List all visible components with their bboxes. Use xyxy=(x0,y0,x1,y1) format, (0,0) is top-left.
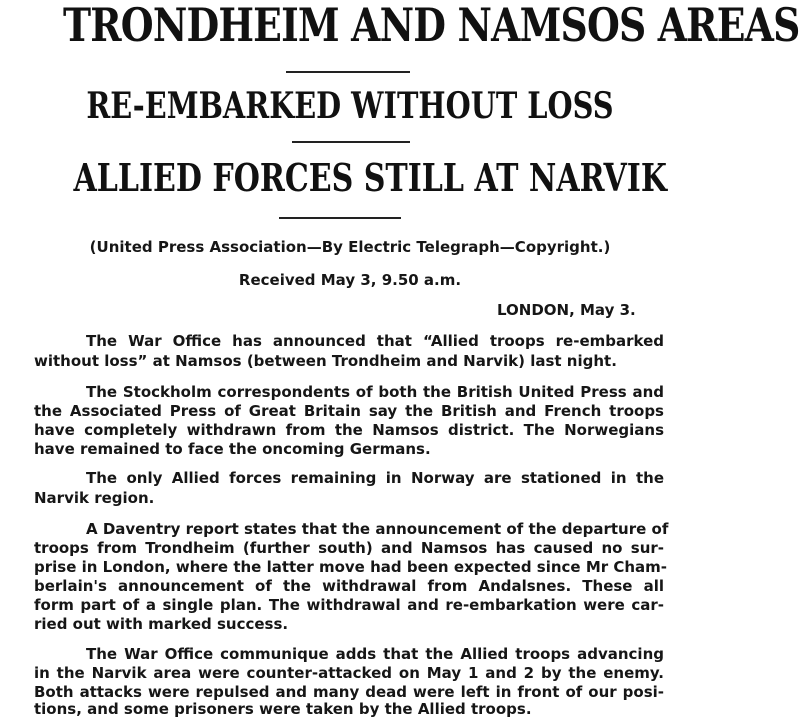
paragraph-3-line-1: The only Allied forces remaining in Norway are stationed in the xyxy=(86,469,664,487)
paragraph-1-line-2: without loss” at Namsos (between Trondheim and Narvik) last night. xyxy=(34,352,617,370)
paragraph-2-line-3: have completely withdrawn from the Namsos district. The Norwegians xyxy=(34,421,664,439)
paragraph-5-line-3: Both attacks were repulsed and many dead were left in front of our posi- xyxy=(34,683,664,701)
paragraph-4-line-5: form part of a single plan. The withdrawal and re-embarkation were car- xyxy=(34,596,664,614)
headline-rule xyxy=(279,217,401,219)
paragraph-5-line-1: The War Office communique adds that the Allied troops advancing xyxy=(86,645,664,663)
paragraph-5-line-2: in the Narvik area were counter-attacked on May 1 and 2 by the enemy. xyxy=(34,664,664,682)
paragraph-4-line-1: A Daventry report states that the announcement of the departure of xyxy=(86,520,669,538)
headline-secondary: RE-EMBARKED WITHOUT LOSS xyxy=(86,85,614,127)
headline-tertiary: ALLIED FORCES STILL AT NARVIK xyxy=(73,155,667,200)
paragraph-2-line-2: the Associated Press of Great Britain say the British and French troops xyxy=(34,402,664,420)
paragraph-2-line-1: The Stockholm correspondents of both the British United Press and xyxy=(86,383,664,401)
paragraph-4-line-3: prise in London, where the latter move had been expected since Mr Cham- xyxy=(34,558,668,576)
paragraph-4-line-2: troops from Trondheim (further south) and Namsos has caused no sur- xyxy=(34,539,664,557)
paragraph-1-line-1: The War Office has announced that “Allied troops re-embarked xyxy=(86,332,664,350)
paragraph-3-line-2: Narvik region. xyxy=(34,489,155,507)
paragraph-2-line-4: have remained to face the oncoming Germans. xyxy=(34,440,431,458)
headline-primary: TRONDHEIM AND NAMSOS AREAS xyxy=(63,0,800,52)
headline-rule xyxy=(292,141,410,143)
received-time: Received May 3, 9.50 a.m. xyxy=(238,271,462,289)
wire-credit: (United Press Association—By Electric Telegraph—Copyright.) xyxy=(89,238,611,256)
headline-rule xyxy=(286,71,410,73)
dateline: LONDON, May 3. xyxy=(497,301,636,319)
paragraph-5-line-4: tions, and some prisoners were taken by the Allied troops. xyxy=(34,700,532,718)
paragraph-4-line-6: ried out with marked success. xyxy=(34,615,289,633)
paragraph-4-line-4: berlain's announcement of the withdrawal from Andalsnes. These all xyxy=(34,577,664,595)
